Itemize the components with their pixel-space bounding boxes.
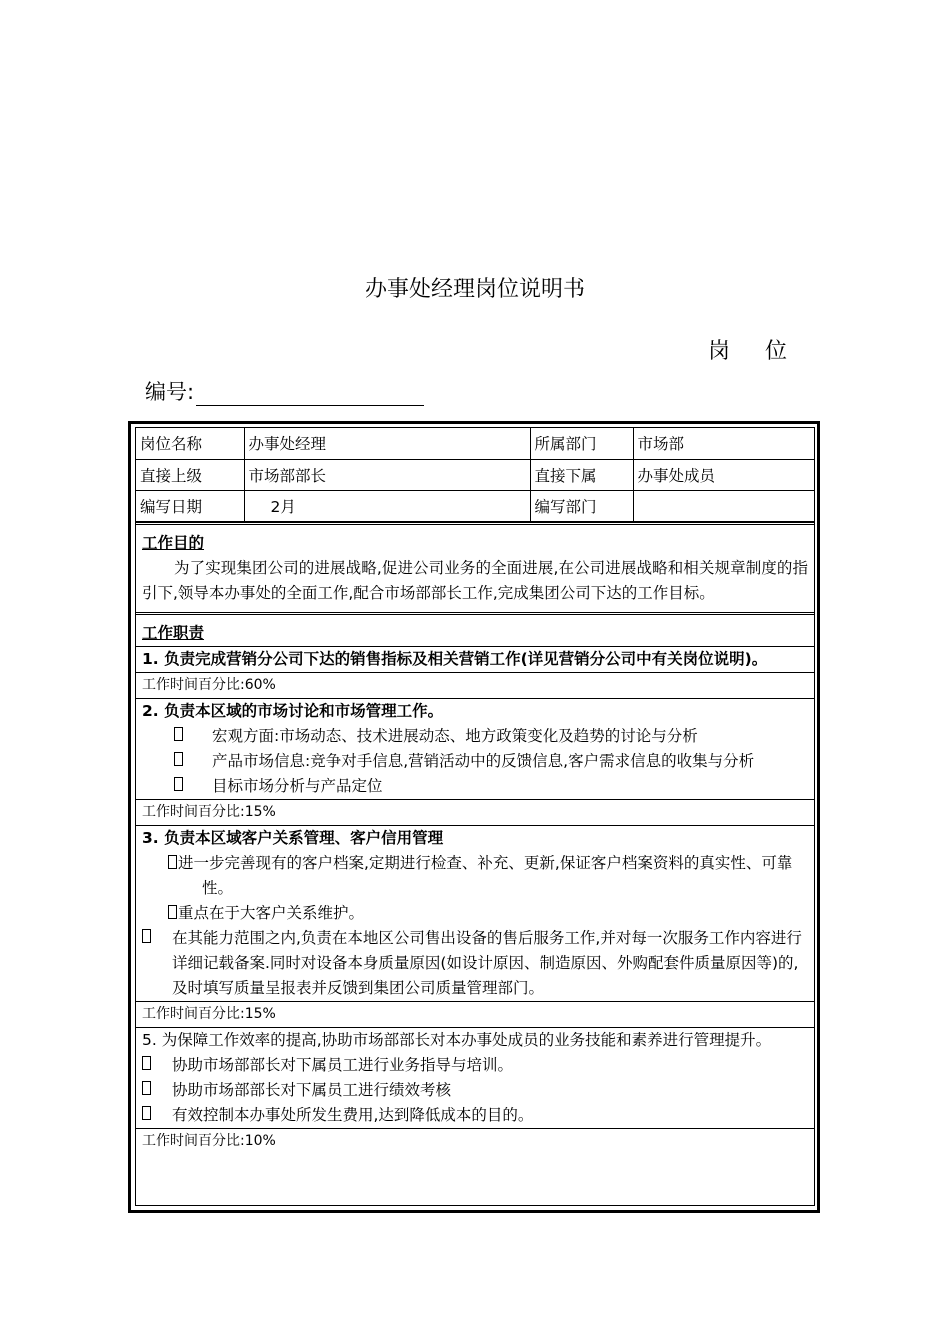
duty-2-title: 2. 负责本区域的市场讨论和市场管理工作。 — [142, 701, 444, 720]
bullet-icon — [168, 855, 177, 869]
code-line — [145, 376, 424, 406]
job-description-frame — [128, 421, 820, 1213]
info-key: 直接上级 — [136, 459, 244, 490]
list-item: 目标市场分析与产品定位 — [142, 774, 808, 799]
info-key: 所属部门 — [530, 428, 633, 459]
duties-heading-row — [136, 612, 814, 646]
list-item: 宏观方面:市场动态、技术进展动态、地方政策变化及趋势的讨论与分析 — [142, 724, 808, 749]
bullet-icon — [142, 1053, 172, 1078]
duty-5-percentage: 工作时间百分比:10% — [136, 1128, 814, 1154]
info-key: 编写部门 — [530, 490, 633, 521]
bullet-icon — [174, 749, 212, 774]
duty-3-title: 3. 负责本区域客户关系管理、客户信用管理 — [142, 828, 444, 847]
info-value: 办事处经理 — [244, 428, 530, 459]
purpose-section — [136, 522, 814, 612]
list-item: 产品市场信息:竞争对手信息,营销活动中的反馈信息,客户需求信息的收集与分析 — [142, 749, 808, 774]
duty-5-title: 5. 为保障工作效率的提高,协助市场部部长对本办事处成员的业务技能和素养进行管理提升。 — [142, 1030, 772, 1049]
duty-5 — [136, 1027, 814, 1128]
duty-1-title: 1. 负责完成营销分公司下达的销售指标及相关营销工作(详见营销分公司中有关岗位说明)。 — [136, 646, 814, 672]
info-row — [136, 459, 814, 490]
job-description-table — [135, 427, 815, 1206]
info-key: 直接下属 — [530, 459, 633, 490]
bullet-icon — [174, 774, 212, 799]
info-key: 编写日期 — [136, 490, 244, 521]
code-label: 编号: — [145, 380, 195, 404]
info-value: 市场部部长 — [244, 459, 530, 490]
duty-3-percentage: 工作时间百分比:15% — [136, 1001, 814, 1027]
code-blank — [196, 383, 424, 406]
info-value: 办事处成员 — [633, 459, 814, 490]
info-value: 2月 — [244, 490, 530, 521]
duty-1-percentage: 工作时间百分比:60% — [136, 672, 814, 698]
list-item: 协助市场部部长对下属员工进行业务指导与培训。 — [142, 1053, 808, 1078]
duty-2-percentage: 工作时间百分比:15% — [136, 799, 814, 825]
info-row — [136, 428, 814, 459]
duty-3 — [136, 825, 814, 1001]
bullet-icon — [142, 1078, 172, 1103]
page-title: 办事处经理岗位说明书 — [364, 277, 585, 302]
info-row — [136, 490, 814, 521]
list-item: 有效控制本办事处所发生费用,达到降低成本的目的。 — [142, 1103, 808, 1128]
list-item: 重点在于大客户关系维护。 — [142, 901, 808, 926]
purpose-text: 为了实现集团公司的进展战略,促进公司业务的全面进展,在公司进展战略和相关规章制度的指引下,领导本办事处的全面工作,配合市场部部长工作,完成集团公司下达的工作目标。 — [142, 558, 808, 602]
duty-2 — [136, 698, 814, 799]
info-value — [633, 490, 814, 521]
list-item: 协助市场部部长对下属员工进行绩效考核 — [142, 1078, 808, 1103]
bullet-icon — [142, 1103, 172, 1128]
info-key: 岗位名称 — [136, 428, 244, 459]
post-label: 岗 位 — [708, 339, 801, 364]
bullet-icon — [174, 724, 212, 749]
info-value: 市场部 — [633, 428, 814, 459]
bullet-icon — [168, 905, 177, 919]
info-table — [136, 428, 814, 522]
list-item: 在其能力范围之内,负责在本地区公司售出设备的售后服务工作,并对每一次服务工作内容进行详细记载备案.同时对设备本身质量原因(如设计原因、制造原因、外购配套件质量原因等)的,及时填写质量呈报表并反馈到集团公司质量管理部门。 — [142, 926, 808, 1001]
duties-heading: 工作职责 — [142, 623, 205, 642]
purpose-heading: 工作目的 — [142, 533, 205, 552]
list-item: 进一步完善现有的客户档案,定期进行检查、补充、更新,保证客户档案资料的真实性、可靠性。 — [142, 851, 808, 901]
bullet-icon — [142, 926, 172, 1001]
